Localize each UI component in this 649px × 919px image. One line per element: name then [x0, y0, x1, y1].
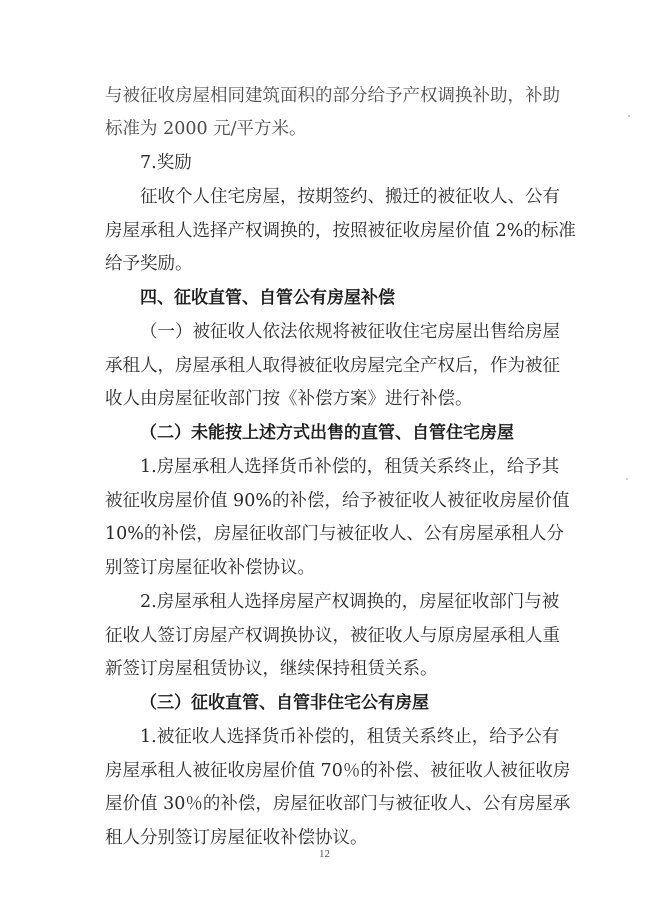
paragraph-line: 2.房屋承租人选择房屋产权调换的，房屋征收部门与被 — [140, 592, 560, 612]
paragraph-line: 收人由房屋征收部门按《补偿方案》进行补偿。 — [105, 389, 473, 409]
paragraph-line: 新签订房屋租赁协议，继续保持租赁关系。 — [105, 659, 438, 679]
subsection-heading: （三）征收直管、自管非住宅公有房屋 — [140, 693, 429, 713]
paragraph-line: 房屋承租人选择产权调换的，按照被征收房屋价值 2%的标准 — [105, 221, 576, 241]
paragraph-line: 别签订房屋征收补偿协议。 — [105, 558, 315, 578]
paragraph-line: 房屋承租人被征收房屋价值 70％的补偿、被征收人被征收房 — [105, 761, 571, 781]
paragraph-line: 征收个人住宅房屋，按期签约、搬迁的被征收人、公有 — [140, 187, 560, 207]
paragraph-line: 1.房屋承租人选择货币补偿的，租赁关系终止，给予其 — [140, 457, 560, 477]
section-heading: 四、征收直管、自管公有房屋补偿 — [140, 288, 395, 308]
paragraph-line: 屋价值 30％的补偿，房屋征收部门与被征收人、公有房屋承 — [105, 794, 571, 814]
paragraph-line: 标准为 2000 元/平方米。 — [105, 119, 307, 139]
scan-speck — [626, 478, 628, 480]
paragraph-line: 10%的补偿，房屋征收部门与被征收人、公有房屋承租人分 — [105, 524, 564, 544]
paragraph-line: 1.被征收人选择货币补偿的，租赁关系终止，给予公有 — [140, 727, 560, 747]
paragraph-line: 被征收房屋价值 90%的补偿，给予被征收人被征收房屋价值 — [105, 491, 570, 511]
page-number: 12 — [319, 848, 330, 860]
paragraph-line: 与被征收房屋相同建筑面积的部分给予产权调换补助，补助 — [105, 86, 560, 106]
subsection-heading: （二）未能按上述方式出售的直管、自管住宅房屋 — [140, 423, 514, 443]
paragraph-line: （一）被征收人依法依规将被征收住宅房屋出售给房屋 — [140, 322, 560, 342]
paragraph-line: 征收人签订房屋产权调换协议，被征收人与原房屋承租人重 — [105, 626, 560, 646]
scan-speck — [628, 115, 630, 117]
paragraph-line: 承租人，房屋承租人取得被征收房屋完全产权后，作为被征 — [105, 356, 560, 376]
paragraph-line: 租人分别签订房屋征收补偿协议。 — [105, 828, 368, 848]
paragraph-line: 给予奖励。 — [105, 254, 193, 274]
section-heading: 7.奖励 — [140, 153, 192, 173]
